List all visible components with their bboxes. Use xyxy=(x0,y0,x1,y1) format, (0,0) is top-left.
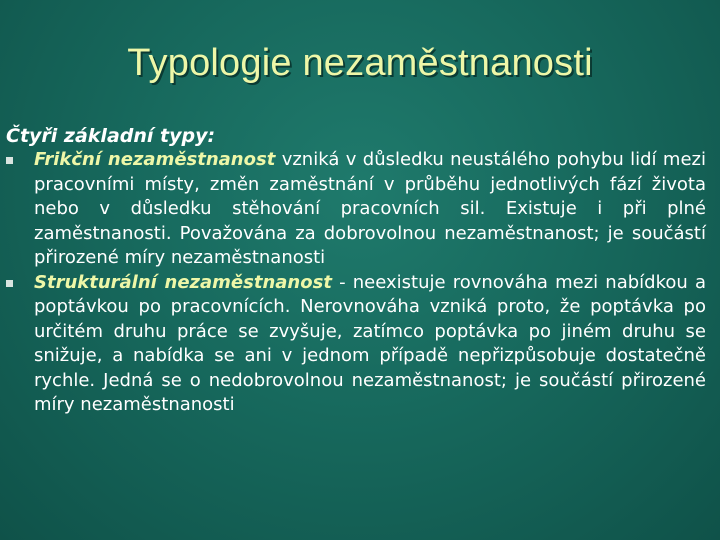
list-item-structural xyxy=(6,271,706,418)
list-item-frictional xyxy=(6,148,706,271)
term-frictional: Frikční nezaměstnanost xyxy=(34,149,276,170)
intro-heading: Čtyři základní typy: xyxy=(6,125,216,147)
term-structural: Strukturální nezaměstnanost xyxy=(34,271,332,293)
slide-title: Typologie nezaměstnanosti xyxy=(127,42,593,84)
description-frictional: vzniká v důsledku neustálého pohybu lidí mezi pracovními místy, změn zaměstnání v průběhu jednotlivých fází života nebo v důsledku stěhování pracovních sil. Existuje i při plné zaměstnanosti. Považována za dobrovolnou nezaměstnanost; je součástí přirozené míry nezaměstnanosti xyxy=(34,149,706,268)
square-bullet-icon xyxy=(6,280,13,287)
unemployment-types-list xyxy=(6,148,706,418)
slide-content xyxy=(6,124,706,418)
square-bullet-icon xyxy=(6,157,13,164)
description-structural: - neexistuje rovnováha mezi nabídkou a poptávkou po pracovnících. Nerovnováha vzniká proto, že poptávka po určitém druhu práce se zvyšuje, zatímco poptávka po jiném druhu se snižuje, a nabídka se ani v jednom případě nepřizpůsobuje dostatečně rychle. Jedná se o nedobrovolnou nezaměstnanost; je součástí přirozené míry nezaměstnanosti xyxy=(34,271,706,415)
